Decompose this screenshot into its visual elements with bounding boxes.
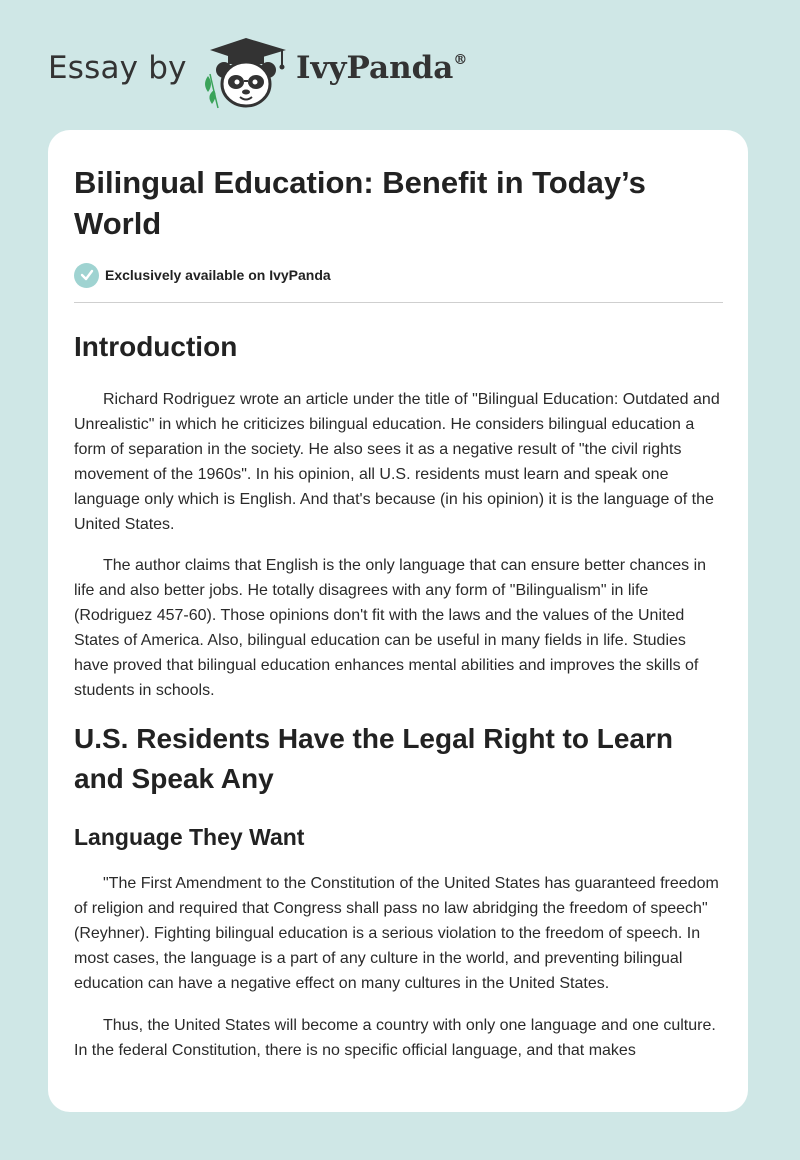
exclusive-badge	[74, 262, 723, 288]
page-title: Bilingual Education: Benefit in Today’s World	[74, 165, 646, 241]
ivypanda-brand[interactable]: IvyPanda®	[296, 50, 468, 86]
essay-by-label: Essay by	[48, 50, 187, 86]
essay-card	[48, 130, 748, 1112]
section-heading-introduction: Introduction	[74, 331, 238, 362]
exclusive-label: Exclusively available on IvyPanda	[105, 267, 331, 283]
registered-mark: ®	[453, 52, 468, 68]
subsection-heading-language: Language They Want	[74, 824, 305, 850]
paragraph: Richard Rodriguez wrote an article under the title of "Bilingual Education: Outdated and Unrealistic" in which he criticizes bilingual education. He considers bilingual education a form of separation in the society. He also sees it as a negative result of "the civil rights movement of the 1960s". In his opinion, all U.S. residents must learn and speak one language only which is English. And that's because (in his opinion) it is the language of the United States.	[74, 391, 720, 533]
paragraph: The author claims that English is the only language that can ensure better chances in life and also better jobs. He totally disagrees with any form of "Bilingualism" in life (Rodriguez 457-60). Those opinions don't fit with the laws and the values of the United States of America. Also, bilingual education can be useful in many fields in life. Studies have proved that bilingual education enhances mental abilities and improves the skills of students in schools.	[74, 557, 707, 699]
title-divider	[74, 302, 723, 303]
site-header	[0, 0, 800, 130]
checkmark-icon	[74, 263, 99, 288]
panda-logo-icon[interactable]	[200, 36, 292, 110]
paragraph: "The First Amendment to the Constitution of the United States has guaranteed freedom of religion and required that Congress shall pass no law abridging the freedom of speech" (Reyhner). Fighting bilingual education is a serious violation to the freedom of speech. In most cases, the language is a part of any culture in the world, and preventing bilingual education can have a negative effect on many cultures in the United States.	[74, 875, 719, 992]
paragraph: Thus, the United States will become a country with only one language and one culture. In the federal Constitution, there is no specific official language, and that makes	[74, 1017, 716, 1059]
section-heading-legal-right: U.S. Residents Have the Legal Right to Learn and Speak Any	[74, 723, 674, 794]
essay-content	[74, 162, 723, 1063]
